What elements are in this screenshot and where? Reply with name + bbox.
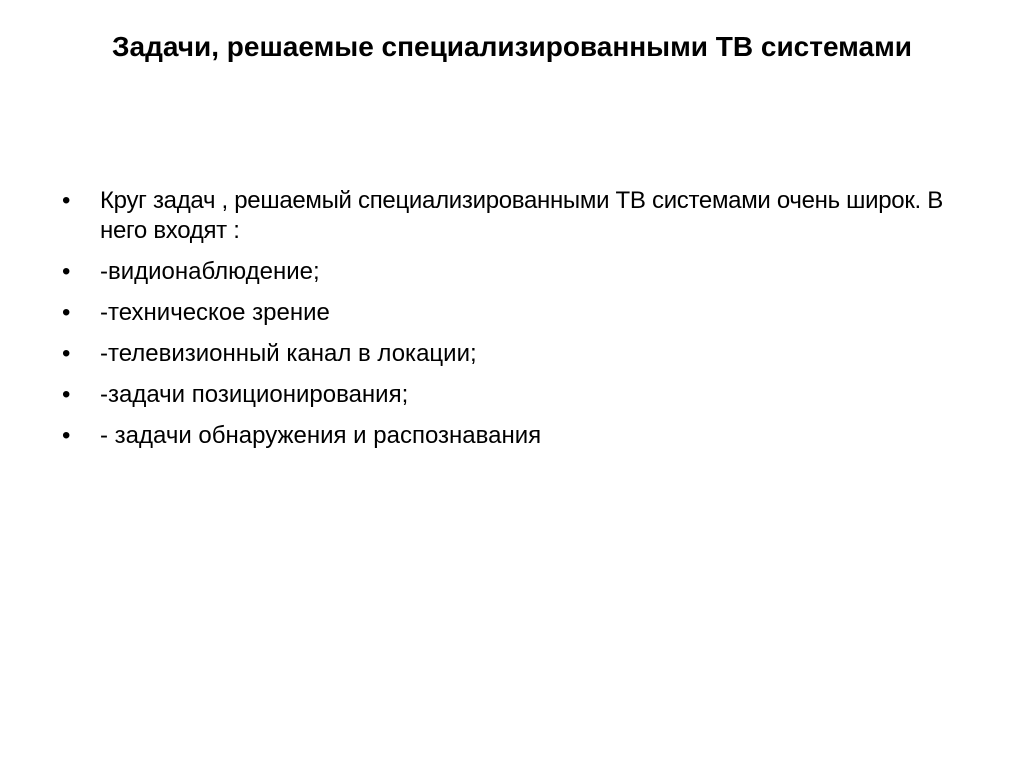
list-item [62, 257, 962, 287]
list-item [62, 298, 962, 328]
list-item-text: -задачи позиционирования; [100, 381, 409, 408]
list-item-text: -видионаблюдение; [100, 258, 320, 285]
slide-title: Задачи, решаемые специализированными ТВ системами [111, 31, 913, 62]
list-item-text: Круг задач , решаемый специализированными ТВ системами очень широк. В него входят : [100, 187, 943, 244]
list-item-text: - задачи обнаружения и распознавания [100, 422, 542, 449]
list-item [62, 186, 962, 246]
bullet-icon: • [62, 422, 71, 449]
bullet-icon: • [62, 340, 71, 367]
list-item-text: -телевизионный канал в локации; [100, 340, 477, 367]
list-item [62, 421, 962, 451]
bullet-icon: • [62, 258, 71, 285]
bullet-icon: • [62, 187, 71, 214]
list-item-text: -техническое зрение [100, 299, 330, 326]
bullet-list [62, 186, 962, 462]
bullet-icon: • [62, 381, 71, 408]
list-item [62, 339, 962, 369]
list-item [62, 380, 962, 410]
bullet-icon: • [62, 299, 71, 326]
